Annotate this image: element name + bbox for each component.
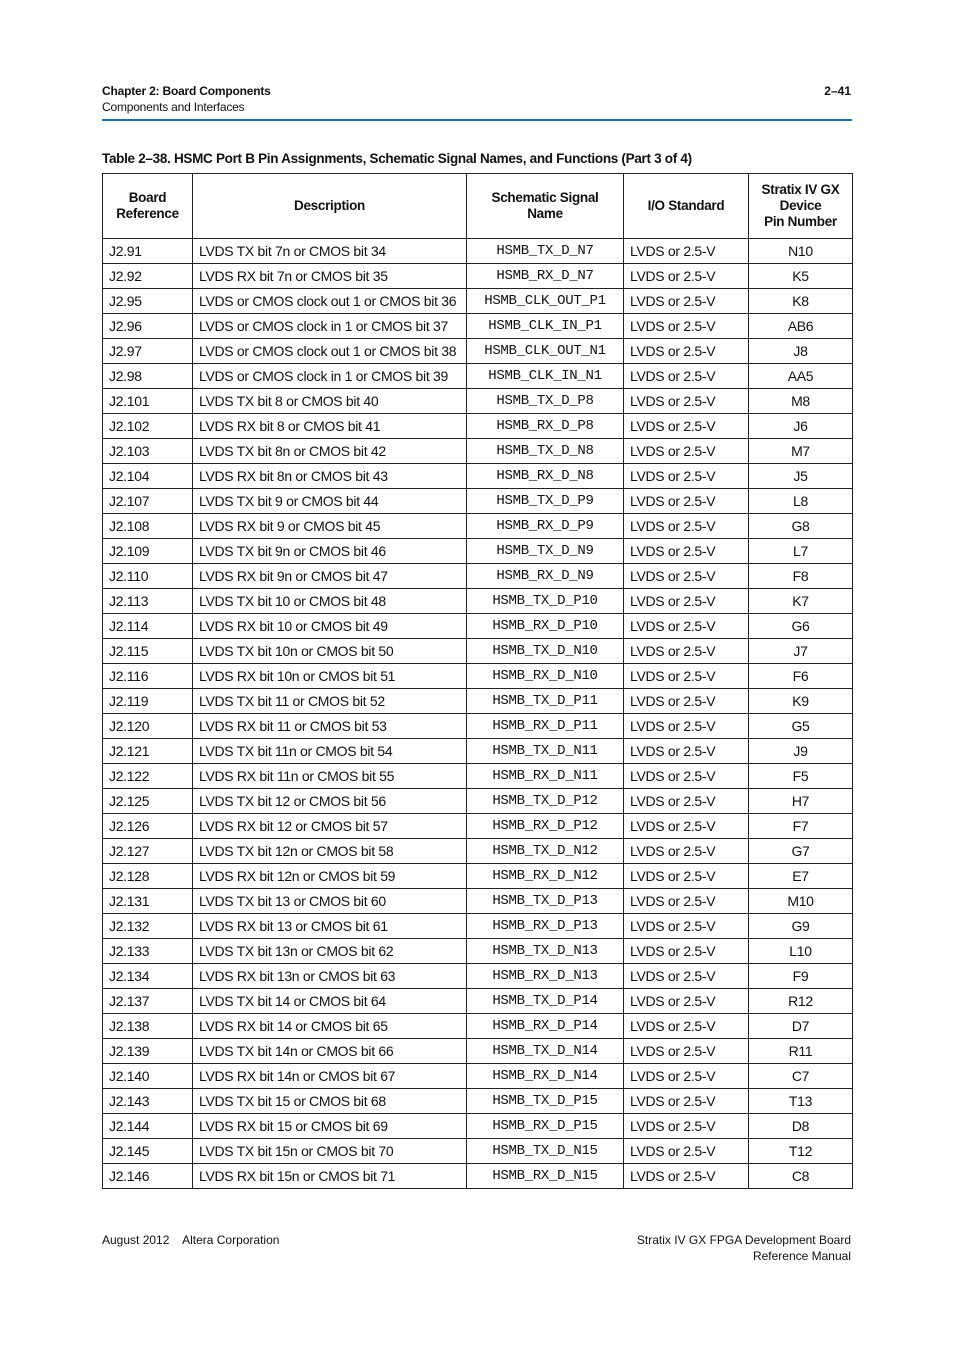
table-row [103,239,853,264]
description-cell: LVDS TX bit 8 or CMOS bit 40 [193,389,467,414]
description-cell: LVDS RX bit 11n or CMOS bit 55 [193,764,467,789]
io-standard-cell: LVDS or 2.5-V [624,314,749,339]
signal-name-cell: HSMB_RX_D_N7 [467,264,624,289]
table-body [103,239,853,1189]
description-cell: LVDS RX bit 8n or CMOS bit 43 [193,464,467,489]
board-reference-cell: J2.98 [103,364,193,389]
pin-number-cell: AB6 [749,314,853,339]
column-header-line: Name [527,206,563,221]
board-reference-cell: J2.91 [103,239,193,264]
section-title: Components and Interfaces [102,100,245,114]
pin-number-cell: J9 [749,739,853,764]
pin-number-cell: L7 [749,539,853,564]
description-cell: LVDS RX bit 15 or CMOS bit 69 [193,1114,467,1139]
column-header-schematic-signal-name [467,174,624,239]
board-reference-cell: J2.140 [103,1064,193,1089]
column-header-description [193,174,467,239]
board-reference-cell: J2.126 [103,814,193,839]
table-row [103,1139,853,1164]
table-row [103,364,853,389]
board-reference-cell: J2.92 [103,264,193,289]
table-row [103,414,853,439]
pin-number-cell: L10 [749,939,853,964]
board-reference-cell: J2.120 [103,714,193,739]
pin-number-cell: K8 [749,289,853,314]
table-row [103,939,853,964]
footer-document-title: Stratix IV GX FPGA Development Board [636,1233,851,1247]
signal-name-cell: HSMB_RX_D_P8 [467,414,624,439]
description-cell: LVDS RX bit 14n or CMOS bit 67 [193,1064,467,1089]
pin-number-cell: H7 [749,789,853,814]
table-row [103,839,853,864]
pin-number-cell: N10 [749,239,853,264]
board-reference-cell: J2.107 [103,489,193,514]
description-cell: LVDS RX bit 12 or CMOS bit 57 [193,814,467,839]
io-standard-cell: LVDS or 2.5-V [624,1039,749,1064]
table-row [103,639,853,664]
board-reference-cell: J2.122 [103,764,193,789]
table-row [103,389,853,414]
signal-name-cell: HSMB_TX_D_P13 [467,889,624,914]
board-reference-cell: J2.97 [103,339,193,364]
signal-name-cell: HSMB_CLK_IN_N1 [467,364,624,389]
board-reference-cell: J2.134 [103,964,193,989]
signal-name-cell: HSMB_TX_D_N8 [467,439,624,464]
table-row [103,739,853,764]
signal-name-cell: HSMB_RX_D_P15 [467,1114,624,1139]
io-standard-cell: LVDS or 2.5-V [624,614,749,639]
footer-date-company: August 2012 Altera Corporation [102,1233,280,1247]
table-row [103,589,853,614]
signal-name-cell: HSMB_TX_D_N15 [467,1139,624,1164]
io-standard-cell: LVDS or 2.5-V [624,889,749,914]
table-row [103,539,853,564]
pin-number-cell: M8 [749,389,853,414]
description-cell: LVDS TX bit 7n or CMOS bit 34 [193,239,467,264]
table-row [103,1089,853,1114]
chapter-title: Chapter 2: Board Components [102,84,271,98]
signal-name-cell: HSMB_RX_D_P12 [467,814,624,839]
description-cell: LVDS TX bit 13n or CMOS bit 62 [193,939,467,964]
pin-number-cell: K7 [749,589,853,614]
board-reference-cell: J2.133 [103,939,193,964]
signal-name-cell: HSMB_RX_D_N13 [467,964,624,989]
board-reference-cell: J2.121 [103,739,193,764]
description-cell: LVDS RX bit 7n or CMOS bit 35 [193,264,467,289]
signal-name-cell: HSMB_TX_D_P11 [467,689,624,714]
table-row [103,1064,853,1089]
io-standard-cell: LVDS or 2.5-V [624,689,749,714]
description-cell: LVDS TX bit 14 or CMOS bit 64 [193,989,467,1014]
board-reference-cell: J2.114 [103,614,193,639]
table-row [103,714,853,739]
description-cell: LVDS RX bit 9 or CMOS bit 45 [193,514,467,539]
description-cell: LVDS RX bit 15n or CMOS bit 71 [193,1164,467,1189]
description-cell: LVDS or CMOS clock out 1 or CMOS bit 38 [193,339,467,364]
io-standard-cell: LVDS or 2.5-V [624,964,749,989]
description-cell: LVDS TX bit 15n or CMOS bit 70 [193,1139,467,1164]
pin-number-cell: K9 [749,689,853,714]
board-reference-cell: J2.103 [103,439,193,464]
table-row [103,489,853,514]
column-header-line: Board [128,190,167,205]
description-cell: LVDS or CMOS clock in 1 or CMOS bit 39 [193,364,467,389]
table-row [103,864,853,889]
io-standard-cell: LVDS or 2.5-V [624,464,749,489]
io-standard-cell: LVDS or 2.5-V [624,1139,749,1164]
table-row [103,889,853,914]
board-reference-cell: J2.102 [103,414,193,439]
io-standard-cell: LVDS or 2.5-V [624,989,749,1014]
pin-assignment-table [102,173,853,1189]
board-reference-cell: J2.96 [103,314,193,339]
io-standard-cell: LVDS or 2.5-V [624,764,749,789]
io-standard-cell: LVDS or 2.5-V [624,1064,749,1089]
pin-number-cell: T13 [749,1089,853,1114]
table-row [103,289,853,314]
signal-name-cell: HSMB_RX_D_P11 [467,714,624,739]
pin-number-cell: J6 [749,414,853,439]
header-rule [102,119,852,121]
io-standard-cell: LVDS or 2.5-V [624,639,749,664]
table-row [103,764,853,789]
pin-number-cell: G7 [749,839,853,864]
signal-name-cell: HSMB_RX_D_N14 [467,1064,624,1089]
io-standard-cell: LVDS or 2.5-V [624,1164,749,1189]
io-standard-cell: LVDS or 2.5-V [624,339,749,364]
pin-number-cell: F5 [749,764,853,789]
description-cell: LVDS RX bit 10n or CMOS bit 51 [193,664,467,689]
pin-number-cell: T12 [749,1139,853,1164]
column-header-line: Stratix IV GX [761,182,840,197]
pin-number-cell: J8 [749,339,853,364]
pin-number-cell: F6 [749,664,853,689]
pin-number-cell: R11 [749,1039,853,1064]
table-row [103,464,853,489]
table-row [103,814,853,839]
board-reference-cell: J2.113 [103,589,193,614]
signal-name-cell: HSMB_RX_D_N10 [467,664,624,689]
pin-number-cell: R12 [749,989,853,1014]
signal-name-cell: HSMB_TX_D_N13 [467,939,624,964]
pin-number-cell: M7 [749,439,853,464]
footer-document-type: Reference Manual [752,1249,851,1263]
io-standard-cell: LVDS or 2.5-V [624,439,749,464]
pin-number-cell: E7 [749,864,853,889]
signal-name-cell: HSMB_TX_D_N7 [467,239,624,264]
column-header-device-pin-number [749,174,853,239]
description-cell: LVDS TX bit 9n or CMOS bit 46 [193,539,467,564]
column-header-line: Description [294,198,365,213]
io-standard-cell: LVDS or 2.5-V [624,714,749,739]
signal-name-cell: HSMB_TX_D_P9 [467,489,624,514]
description-cell: LVDS or CMOS clock in 1 or CMOS bit 37 [193,314,467,339]
io-standard-cell: LVDS or 2.5-V [624,364,749,389]
column-header-line: Pin Number [764,214,837,229]
table-row [103,989,853,1014]
board-reference-cell: J2.119 [103,689,193,714]
description-cell: LVDS TX bit 8n or CMOS bit 42 [193,439,467,464]
table-row [103,314,853,339]
io-standard-cell: LVDS or 2.5-V [624,864,749,889]
io-standard-cell: LVDS or 2.5-V [624,489,749,514]
board-reference-cell: J2.116 [103,664,193,689]
table-row [103,914,853,939]
description-cell: LVDS RX bit 11 or CMOS bit 53 [193,714,467,739]
signal-name-cell: HSMB_TX_D_P14 [467,989,624,1014]
description-cell: LVDS RX bit 12n or CMOS bit 59 [193,864,467,889]
board-reference-cell: J2.115 [103,639,193,664]
column-header-board-reference [103,174,193,239]
table-row [103,664,853,689]
signal-name-cell: HSMB_RX_D_N11 [467,764,624,789]
io-standard-cell: LVDS or 2.5-V [624,839,749,864]
description-cell: LVDS TX bit 12 or CMOS bit 56 [193,789,467,814]
signal-name-cell: HSMB_TX_D_N11 [467,739,624,764]
column-header-io-standard [624,174,749,239]
description-cell: LVDS TX bit 10 or CMOS bit 48 [193,589,467,614]
pin-number-cell: D8 [749,1114,853,1139]
signal-name-cell: HSMB_TX_D_P12 [467,789,624,814]
description-cell: LVDS TX bit 15 or CMOS bit 68 [193,1089,467,1114]
pin-number-cell: C7 [749,1064,853,1089]
table-row [103,514,853,539]
table-row [103,1039,853,1064]
column-header-line: Reference [116,206,179,221]
table-row [103,964,853,989]
board-reference-cell: J2.101 [103,389,193,414]
io-standard-cell: LVDS or 2.5-V [624,739,749,764]
table-row [103,339,853,364]
io-standard-cell: LVDS or 2.5-V [624,939,749,964]
board-reference-cell: J2.143 [103,1089,193,1114]
description-cell: LVDS TX bit 10n or CMOS bit 50 [193,639,467,664]
pin-number-cell: L8 [749,489,853,514]
table-row [103,689,853,714]
signal-name-cell: HSMB_TX_D_P8 [467,389,624,414]
description-cell: LVDS TX bit 9 or CMOS bit 44 [193,489,467,514]
signal-name-cell: HSMB_RX_D_P10 [467,614,624,639]
column-header-line: I/O Standard [647,198,725,213]
pin-number-cell: M10 [749,889,853,914]
pin-number-cell: G6 [749,614,853,639]
board-reference-cell: J2.145 [103,1139,193,1164]
table-header-row [103,174,853,239]
description-cell: LVDS TX bit 11n or CMOS bit 54 [193,739,467,764]
signal-name-cell: HSMB_CLK_OUT_N1 [467,339,624,364]
pin-number-cell: G8 [749,514,853,539]
signal-name-cell: HSMB_RX_D_N8 [467,464,624,489]
signal-name-cell: HSMB_TX_D_N14 [467,1039,624,1064]
board-reference-cell: J2.108 [103,514,193,539]
signal-name-cell: HSMB_RX_D_N9 [467,564,624,589]
io-standard-cell: LVDS or 2.5-V [624,1089,749,1114]
pin-number-cell: F8 [749,564,853,589]
pin-number-cell: D7 [749,1014,853,1039]
signal-name-cell: HSMB_TX_D_P10 [467,589,624,614]
board-reference-cell: J2.110 [103,564,193,589]
table-row [103,614,853,639]
signal-name-cell: HSMB_RX_D_P13 [467,914,624,939]
pin-number-cell: G9 [749,914,853,939]
io-standard-cell: LVDS or 2.5-V [624,789,749,814]
pin-number-cell: J5 [749,464,853,489]
io-standard-cell: LVDS or 2.5-V [624,1114,749,1139]
pin-number-cell: J7 [749,639,853,664]
board-reference-cell: J2.109 [103,539,193,564]
board-reference-cell: J2.132 [103,914,193,939]
table-row [103,264,853,289]
pin-number-cell: K5 [749,264,853,289]
signal-name-cell: HSMB_RX_D_N12 [467,864,624,889]
io-standard-cell: LVDS or 2.5-V [624,1014,749,1039]
description-cell: LVDS RX bit 13n or CMOS bit 63 [193,964,467,989]
io-standard-cell: LVDS or 2.5-V [624,514,749,539]
pin-number-cell: F7 [749,814,853,839]
pin-number-cell: AA5 [749,364,853,389]
io-standard-cell: LVDS or 2.5-V [624,389,749,414]
description-cell: LVDS RX bit 10 or CMOS bit 49 [193,614,467,639]
description-cell: LVDS TX bit 14n or CMOS bit 66 [193,1039,467,1064]
board-reference-cell: J2.138 [103,1014,193,1039]
description-cell: LVDS RX bit 9n or CMOS bit 47 [193,564,467,589]
column-header-line: Schematic Signal [491,190,599,205]
io-standard-cell: LVDS or 2.5-V [624,814,749,839]
board-reference-cell: J2.95 [103,289,193,314]
pin-number-cell: F9 [749,964,853,989]
board-reference-cell: J2.125 [103,789,193,814]
description-cell: LVDS TX bit 12n or CMOS bit 58 [193,839,467,864]
table-row [103,564,853,589]
io-standard-cell: LVDS or 2.5-V [624,914,749,939]
signal-name-cell: HSMB_TX_D_N10 [467,639,624,664]
description-cell: LVDS or CMOS clock out 1 or CMOS bit 36 [193,289,467,314]
signal-name-cell: HSMB_TX_D_N9 [467,539,624,564]
table-row [103,439,853,464]
description-cell: LVDS RX bit 8 or CMOS bit 41 [193,414,467,439]
table-row [103,789,853,814]
board-reference-cell: J2.146 [103,1164,193,1189]
table-row [103,1164,853,1189]
io-standard-cell: LVDS or 2.5-V [624,264,749,289]
io-standard-cell: LVDS or 2.5-V [624,414,749,439]
signal-name-cell: HSMB_TX_D_P15 [467,1089,624,1114]
pin-number-cell: C8 [749,1164,853,1189]
io-standard-cell: LVDS or 2.5-V [624,289,749,314]
signal-name-cell: HSMB_RX_D_P9 [467,514,624,539]
board-reference-cell: J2.137 [103,989,193,1014]
page-number: 2–41 [824,84,851,98]
signal-name-cell: HSMB_RX_D_N15 [467,1164,624,1189]
table-caption: Table 2–38. HSMC Port B Pin Assignments, Schematic Signal Names, and Functions (Part 3 of 4) [102,151,692,166]
board-reference-cell: J2.104 [103,464,193,489]
table-row [103,1114,853,1139]
signal-name-cell: HSMB_CLK_IN_P1 [467,314,624,339]
board-reference-cell: J2.128 [103,864,193,889]
io-standard-cell: LVDS or 2.5-V [624,539,749,564]
description-cell: LVDS TX bit 13 or CMOS bit 60 [193,889,467,914]
io-standard-cell: LVDS or 2.5-V [624,239,749,264]
description-cell: LVDS TX bit 11 or CMOS bit 52 [193,689,467,714]
signal-name-cell: HSMB_RX_D_P14 [467,1014,624,1039]
board-reference-cell: J2.131 [103,889,193,914]
io-standard-cell: LVDS or 2.5-V [624,664,749,689]
description-cell: LVDS RX bit 13 or CMOS bit 61 [193,914,467,939]
description-cell: LVDS RX bit 14 or CMOS bit 65 [193,1014,467,1039]
board-reference-cell: J2.127 [103,839,193,864]
table-row [103,1014,853,1039]
column-header-line: Device [779,198,822,213]
board-reference-cell: J2.139 [103,1039,193,1064]
signal-name-cell: HSMB_CLK_OUT_P1 [467,289,624,314]
io-standard-cell: LVDS or 2.5-V [624,564,749,589]
signal-name-cell: HSMB_TX_D_N12 [467,839,624,864]
board-reference-cell: J2.144 [103,1114,193,1139]
pin-number-cell: G5 [749,714,853,739]
io-standard-cell: LVDS or 2.5-V [624,589,749,614]
